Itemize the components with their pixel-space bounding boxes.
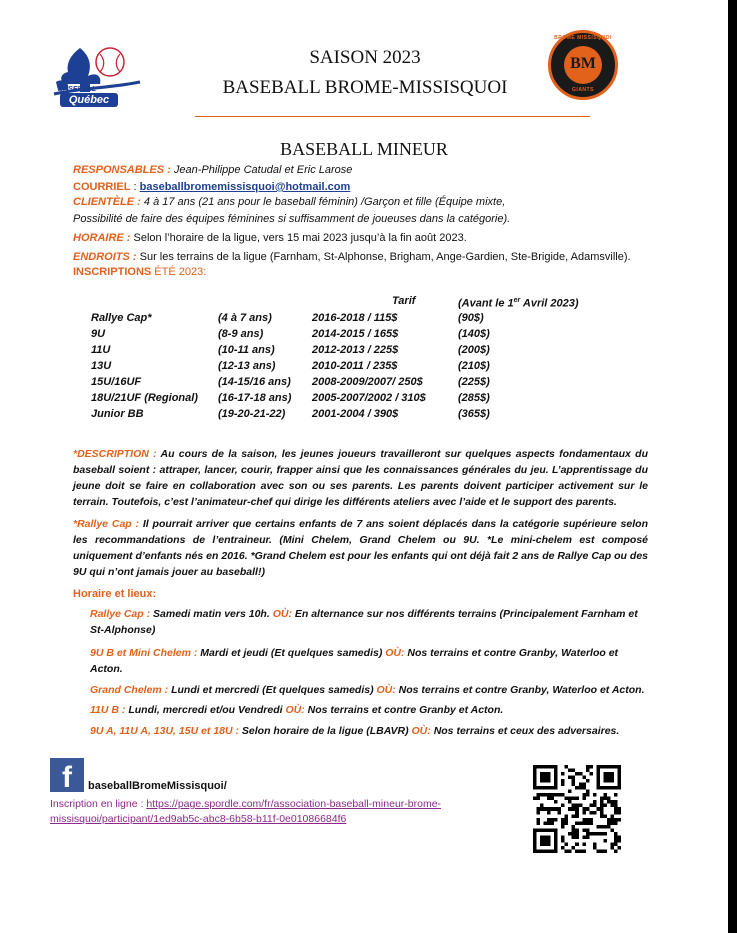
pricing-cell-age: (14-15/16 ans) bbox=[218, 376, 291, 388]
tarif-header: Tarif bbox=[392, 295, 416, 307]
description-text: Au cours de la saison, les jeunes joueurs travailleront sur quelques aspects fondamentaux du baseball soient : attraper, lancer, courir, frapper ainsi que les connaissances générales du jeu. L’apprentissage du jeune doit se faire en collaboration avec son ou ses parents. Les parents doivent participer activement sur le terrain. Toutefois, c’est l’animateur-chef qui dirige les différents ateliers avec l’aide et le support des parents. bbox=[73, 448, 649, 508]
pricing-cell-tarif: 2016-2018 / 115$ bbox=[312, 312, 398, 324]
early-header: (Avant le 1er Avril 2023) bbox=[458, 297, 579, 310]
schedule-label: 9U B et Mini Chelem : bbox=[90, 647, 198, 659]
horaire-value: Selon l’horaire de la ligue, vers 15 mai 2023 jusqu’à la fin août 2023. bbox=[133, 232, 467, 244]
inscriptions-line bbox=[73, 265, 206, 280]
rallye-label: *Rallye Cap : bbox=[73, 518, 140, 530]
inscription-link[interactable]: https://page.spordle.com/fr/association-baseball-mineur-brome- bbox=[146, 798, 442, 810]
giants-logo-ring-top: BROME MISSISQUOI bbox=[554, 35, 612, 41]
inscription-link-2[interactable]: missisquoi/participant/1ed9ab5c-abc8-6b58-b11f-0e01086684f6 bbox=[50, 813, 347, 825]
inscriptions-label: INSCRIPTIONS bbox=[73, 266, 152, 278]
schedule-when: Selon horaire de la ligue (LBAVR) bbox=[241, 725, 409, 737]
responsables-value: Jean-Philippe Catudal et Eric Larose bbox=[173, 164, 353, 176]
pricing-cell-early: (210$) bbox=[458, 360, 490, 372]
schedule-where: Nos terrains et ceux des adversaires. bbox=[433, 725, 620, 737]
rallye-paragraph bbox=[73, 516, 648, 580]
rallye-text: Il pourrait arriver que certains enfants de 7 ans soient déplacés dans la catégorie supérieure selon les recommandations de l’entraineur. (Mini Chelem, Grand Chelem ou 9U. *Le mini-chelem est composé uniquement d’enfants nés en 2016. *Grand Chelem est pour les enfants qui ont déjà fait 2 ans de Rallye Cap ou des 9U qui n’ont jamais jouer au baseball!) bbox=[73, 518, 648, 578]
schedule-where: Nos terrains et contre Granby et Acton. bbox=[307, 704, 504, 716]
pricing-cell-category: 13U bbox=[91, 360, 112, 372]
clientele-value2: Possibilité de faire des équipes féminines si suffisamment de joueuses dans la catégorie). bbox=[73, 213, 511, 225]
endroits-label: ENDROITS : bbox=[73, 251, 137, 263]
schedule-label: Grand Chelem : bbox=[90, 684, 169, 696]
schedule-item bbox=[90, 606, 650, 638]
schedule-when: Lundi, mercredi et/ou Vendredi bbox=[128, 704, 283, 716]
pricing-cell-age: (8-9 ans) bbox=[218, 328, 264, 340]
pricing-cell-early: (285$) bbox=[458, 392, 490, 404]
responsables-line bbox=[73, 163, 352, 178]
description-paragraph bbox=[73, 446, 648, 510]
courriel-label: COURRIEL bbox=[73, 181, 131, 193]
inscription-label: Inscription en ligne : bbox=[50, 798, 144, 810]
pricing-cell-age: (16-17-18 ans) bbox=[218, 392, 292, 404]
schedule-where-label: OÙ: bbox=[376, 684, 396, 696]
schedule-item bbox=[90, 702, 650, 718]
schedule-where-label: OÙ: bbox=[272, 608, 292, 620]
schedule-label: Rallye Cap : bbox=[90, 608, 151, 620]
schedule-where-label: OÙ: bbox=[411, 725, 431, 737]
baseball-quebec-logo bbox=[50, 42, 145, 120]
courriel-sep: : bbox=[130, 181, 140, 193]
section-title: BASEBALL MINEUR bbox=[280, 139, 448, 159]
clientele-value: 4 à 17 ans (21 ans pour le baseball féminin) /Garçon et fille (Équipe mixte, bbox=[143, 196, 506, 208]
pricing-cell-tarif: 2001-2004 / 390$ bbox=[312, 408, 399, 420]
pricing-cell-early: (200$) bbox=[458, 344, 490, 356]
schedule-item bbox=[90, 723, 650, 739]
pricing-cell-tarif: 2012-2013 / 225$ bbox=[312, 344, 399, 356]
schedule-item bbox=[90, 682, 650, 698]
qr-code[interactable] bbox=[533, 765, 621, 853]
schedule-item bbox=[90, 645, 650, 677]
endroits-value: Sur les terrains de la ligue (Farnham, St-Alphonse, Brigham, Ange-Gardien, Ste-Brigide, Adamsville). bbox=[139, 251, 631, 263]
giants-logo-ring-bottom: GIANTS bbox=[572, 87, 594, 93]
email-link[interactable]: baseballbromemissisquoi@hotmail.com bbox=[139, 181, 351, 193]
horaire-label: HORAIRE : bbox=[73, 232, 131, 244]
schedule-when: Lundi et mercredi (Et quelques samedis) bbox=[171, 684, 374, 696]
pricing-cell-tarif: 2005-2007/2002 / 310$ bbox=[312, 392, 426, 404]
pricing-cell-age: (4 à 7 ans) bbox=[218, 312, 272, 324]
pricing-cell-category: 9U bbox=[91, 328, 106, 340]
pricing-cell-early: (365$) bbox=[458, 408, 490, 420]
pricing-cell-early: (225$) bbox=[458, 376, 490, 388]
pricing-cell-category: Rallye Cap* bbox=[91, 312, 152, 324]
schedule-where-label: OÙ: bbox=[385, 647, 405, 659]
pricing-cell-category: Junior BB bbox=[91, 408, 144, 420]
clientele-label: CLIENTÈLE : bbox=[73, 196, 141, 208]
facebook-handle[interactable]: baseballBromeMissisquoi/ bbox=[88, 780, 227, 792]
schedule-where: En alternance sur nos différents terrains (Principalement Farnham et St-Alphonse) bbox=[90, 608, 638, 636]
pricing-cell-age: (12-13 ans) bbox=[218, 360, 276, 372]
pricing-cell-category: 11U bbox=[91, 344, 111, 356]
facebook-icon[interactable]: f bbox=[50, 758, 84, 792]
pricing-cell-tarif: 2010-2011 / 235$ bbox=[312, 360, 398, 372]
header-divider bbox=[195, 116, 590, 117]
schedule-where: Nos terrains et contre Granby, Waterloo et Acton. bbox=[90, 647, 619, 675]
schedule-label: 11U B : bbox=[90, 704, 126, 716]
schedule-label: 9U A, 11U A, 13U, 15U et 18U : bbox=[90, 725, 239, 737]
responsables-label: RESPONSABLES : bbox=[73, 164, 171, 176]
title-line1: SAISON 2023 bbox=[309, 47, 421, 68]
clientele-line bbox=[73, 195, 505, 210]
pricing-cell-category: 18U/21UF (Regional) bbox=[91, 392, 198, 404]
pricing-cell-category: 15U/16UF bbox=[91, 376, 142, 388]
pricing-cell-early: (90$) bbox=[458, 312, 484, 324]
inscription-line bbox=[50, 797, 441, 827]
left-logo-text1: BASEBALL bbox=[58, 86, 97, 93]
schedule-when: Mardi et jeudi (Et quelques samedis) bbox=[200, 647, 383, 659]
schedule-heading: Horaire et lieux: bbox=[73, 588, 157, 600]
left-logo-text2: Québec bbox=[60, 93, 118, 107]
giants-logo bbox=[548, 30, 618, 100]
page-title bbox=[200, 46, 530, 100]
inscriptions-value: ÉTÉ 2023: bbox=[154, 266, 207, 278]
endroits-line bbox=[73, 250, 631, 265]
schedule-where: Nos terrains et contre Granby, Waterloo et Acton. bbox=[398, 684, 645, 696]
giants-logo-initials: BM bbox=[570, 55, 596, 72]
horaire-line bbox=[73, 231, 467, 246]
pricing-cell-early: (140$) bbox=[458, 328, 490, 340]
pricing-cell-tarif: 2014-2015 / 165$ bbox=[312, 328, 399, 340]
pricing-cell-age: (10-11 ans) bbox=[218, 344, 275, 356]
schedule-where-label: OÙ: bbox=[285, 704, 305, 716]
title-line2: BASEBALL BROME-MISSISQUOI bbox=[222, 77, 508, 98]
pricing-cell-age: (19-20-21-22) bbox=[218, 408, 286, 420]
courriel-line bbox=[73, 180, 350, 195]
pricing-cell-tarif: 2008-2009/2007/ 250$ bbox=[312, 376, 423, 388]
description-label: *DESCRIPTION : bbox=[73, 448, 157, 460]
schedule-when: Samedi matin vers 10h. bbox=[153, 608, 270, 620]
